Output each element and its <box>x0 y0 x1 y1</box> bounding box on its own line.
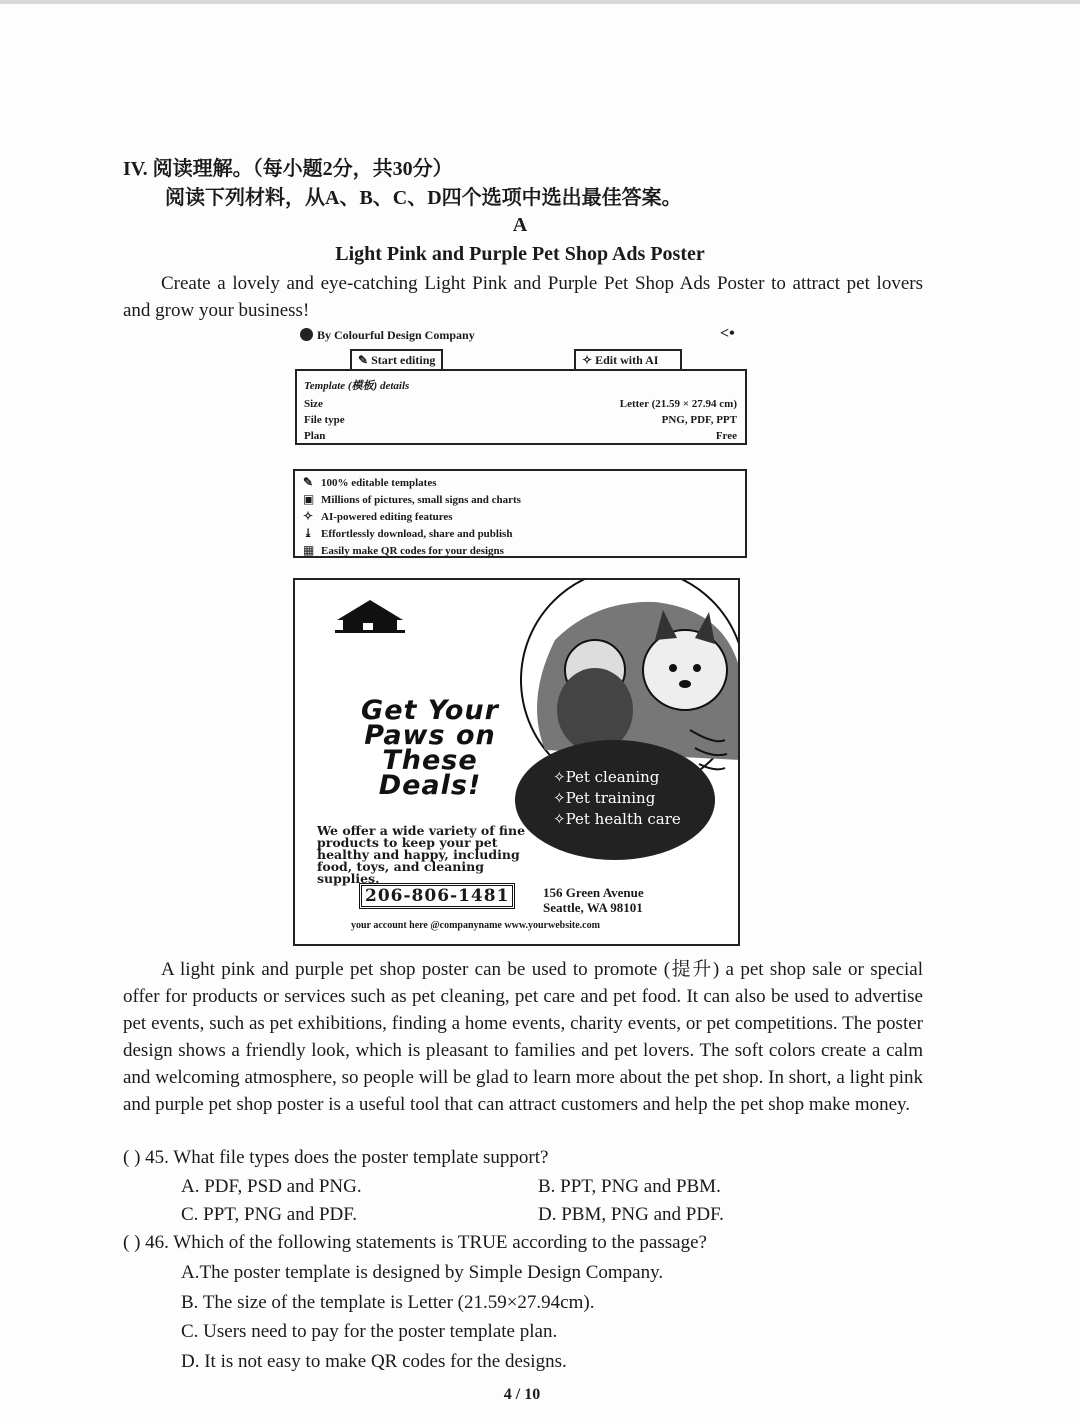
poster-headline <box>335 695 525 801</box>
question-46-option-c[interactable]: C. Users need to pay for the poster template plan. <box>181 1321 558 1342</box>
feature-item <box>303 543 504 558</box>
question-45-option-c[interactable]: C. PPT, PNG and PDF. <box>181 1204 358 1225</box>
pet-shop-poster <box>293 578 740 946</box>
feature-text: AI-powered editing features <box>321 511 453 523</box>
edit-with-ai-button[interactable]: ✧ Edit with AI <box>574 349 682 371</box>
features-box <box>293 469 747 558</box>
image-icon: ▣ <box>303 492 315 506</box>
detail-label-file-type: File type <box>304 414 345 426</box>
feature-text: Easily make QR codes for your designs <box>321 545 504 557</box>
service-item: ✧Pet health care <box>553 810 681 828</box>
detail-label-size: Size <box>304 398 323 410</box>
template-details-box <box>295 369 747 445</box>
headline-line: Paws on <box>364 720 496 751</box>
question-46-option-b[interactable]: B. The size of the template is Letter (21.59×27.94cm). <box>181 1292 595 1313</box>
passage-title: Light Pink and Purple Pet Shop Ads Poster <box>335 243 705 265</box>
house-icon <box>335 600 405 633</box>
section-instruction: 阅读下列材料，从A、B、C、D四个选项中选出最佳答案。 <box>165 187 682 209</box>
address-line: 156 Green Avenue <box>543 885 644 900</box>
passage-body-text: A light pink and purple pet shop poster can be used to promote (提升) a pet shop sale or special offer for products or services such as pet cleaning, pet care and pet food. It can also be used to advertise pet events, such as pet exhibitions, finding a home events, charity events, or pet competitions. The poster design shows a friendly look, which is pleasant to families and pet lovers. The soft colors create a calm and welcoming atmosphere, so people will be glad to learn more about the pet shop. In short, a light pink and purple pet shop poster is a useful tool that can attract customers and help the pet shop make money. <box>123 959 923 1115</box>
feature-item <box>303 492 521 507</box>
feature-text: Millions of pictures, small signs and charts <box>321 494 521 506</box>
question-45-option-a[interactable]: A. PDF, PSD and PNG. <box>181 1176 362 1197</box>
details-title: Template (模板) details <box>304 380 410 392</box>
passage-intro: Create a lovely and eye-catching Light Pink and Purple Pet Shop Ads Poster to attract pet lovers and grow your business! <box>123 273 923 321</box>
sparkle-icon: ✧ <box>303 509 314 523</box>
detail-label-plan: Plan <box>304 430 326 442</box>
question-45-option-b[interactable]: B. PPT, PNG and PBM. <box>538 1176 721 1197</box>
question-45-stem: ( ) 45. What file types does the poster template support? <box>123 1147 549 1168</box>
detail-value-plan: Free <box>715 430 737 442</box>
headline-line: Deals! <box>378 770 482 801</box>
question-45-option-d[interactable]: D. PBM, PNG and PDF. <box>538 1204 724 1225</box>
edit-with-ai-label: Edit with AI <box>595 353 659 367</box>
share-icon[interactable]: <• <box>720 325 735 342</box>
designer-credit-text: By Colourful Design Company <box>317 328 475 342</box>
qr-code-icon: ▦ <box>303 543 315 557</box>
poster-address <box>543 885 644 915</box>
service-item: ✧Pet training <box>553 789 656 807</box>
detail-value-file-type: PNG, PDF, PPT <box>661 414 737 426</box>
question-46-option-d[interactable]: D. It is not easy to make QR codes for the designs. <box>181 1351 567 1372</box>
question-46-stem: ( ) 46. Which of the following statements is TRUE according to the passage? <box>123 1232 707 1253</box>
start-editing-button[interactable]: ✎ Start editing <box>350 349 443 371</box>
poster-phone: 206-806-1481 <box>359 883 515 909</box>
start-editing-label: Start editing <box>371 353 436 367</box>
poster-footer: your account here @companyname www.yourwebsite.com <box>351 920 600 931</box>
headline-line: These <box>382 745 478 776</box>
detail-value-size: Letter (21.59 × 27.94 cm) <box>619 398 737 410</box>
designer-credit <box>300 328 475 343</box>
poster-offer-text: We offer a wide variety of fine products to keep your pet healthy and happy, including food, toys, and cleaning supplies. <box>317 823 526 886</box>
passage-letter: A <box>512 214 528 236</box>
address-line: Seattle, WA 98101 <box>543 900 643 915</box>
download-icon: ⤓ <box>303 526 314 540</box>
feature-text: Effortlessly download, share and publish <box>321 528 513 540</box>
feature-item <box>303 526 512 541</box>
pencil-icon: ✎ <box>303 475 314 489</box>
question-46-option-a[interactable]: A.The poster template is designed by Simple Design Company. <box>181 1262 664 1283</box>
scan-edge <box>0 0 1080 4</box>
passage-body <box>123 956 923 1118</box>
page-number: 4 / 10 <box>503 1386 541 1403</box>
feature-item <box>303 475 436 490</box>
feature-item <box>303 509 453 524</box>
headline-line: Get Your <box>361 695 499 726</box>
service-item: ✧Pet cleaning <box>553 768 660 786</box>
section-heading: IV. 阅读理解。（每小题2分，共30分） <box>123 158 453 180</box>
feature-text: 100% editable templates <box>321 477 437 489</box>
company-logo-icon <box>300 328 313 341</box>
